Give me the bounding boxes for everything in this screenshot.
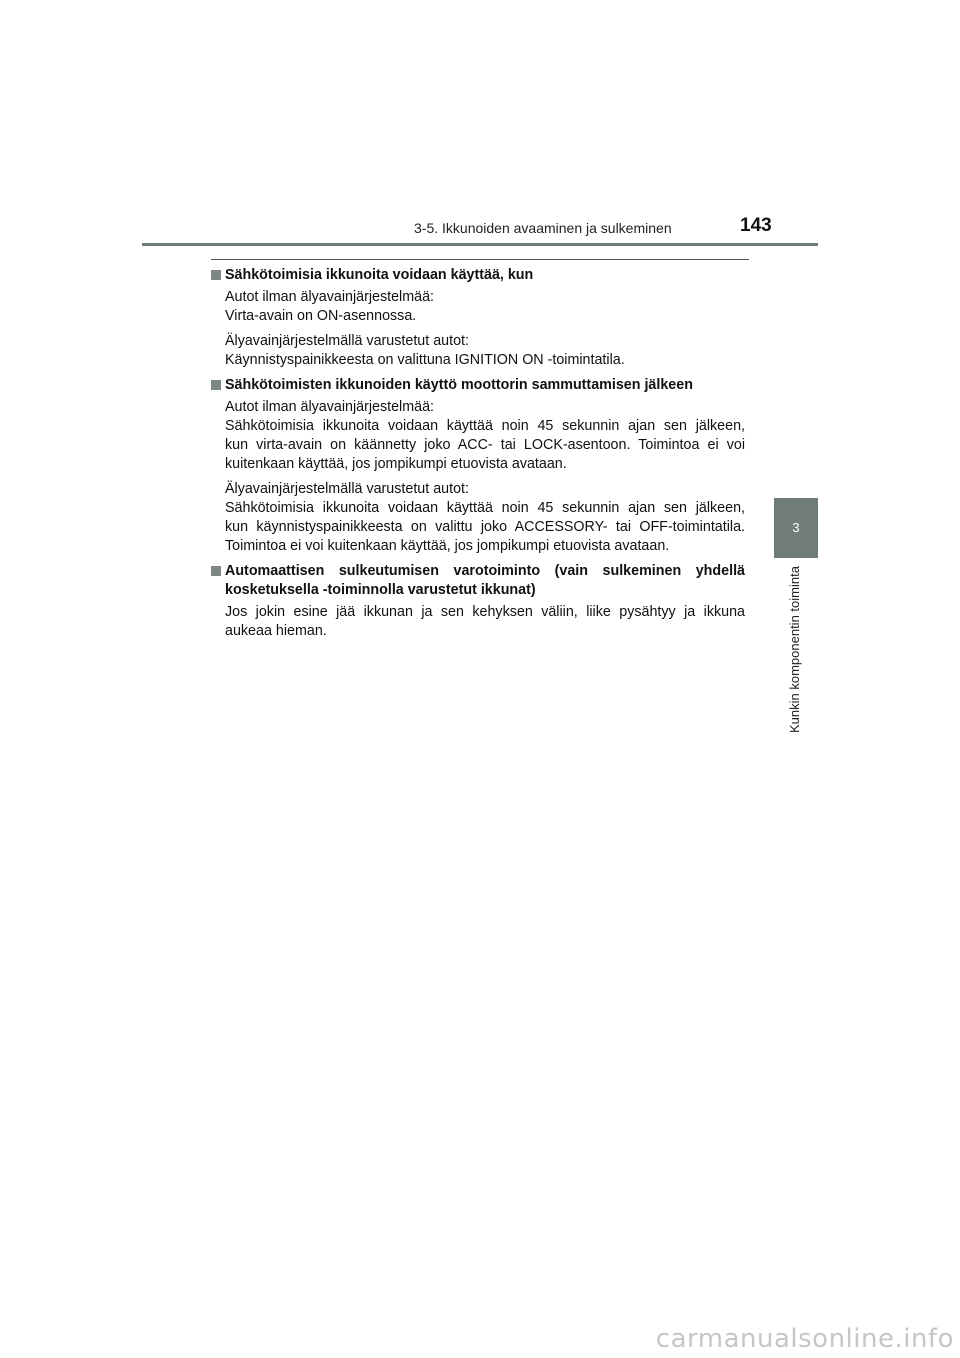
paragraph-line: kun virta-avain on käännetty joko ACC- tai LOCK-asentoon. Toimintoa ei voi (225, 437, 745, 453)
paragraph-line: Älyavainjärjestelmällä varustetut autot: (225, 481, 469, 497)
chapter-tab (774, 498, 818, 558)
section-title: 3-5. Ikkunoiden avaaminen ja sulkeminen (414, 220, 672, 236)
paragraph-line: aukeaa hieman. (225, 623, 327, 639)
paragraph-line: Autot ilman älyavainjärjestelmää: (225, 399, 434, 415)
entry-heading (211, 376, 745, 395)
paragraph-line: kun käynnistyspainikkeesta on valittu joko ACCESSORY- tai OFF-toimintatila. (225, 519, 745, 535)
paragraph-line: Toimintoa ei voi kuitenkaan käyttää, jos jompikumpi etuovista avataan. (225, 538, 670, 554)
entry-heading (211, 266, 745, 285)
entry-power-windows-operable (211, 266, 745, 370)
square-bullet-icon (211, 270, 221, 280)
square-bullet-icon (211, 566, 221, 576)
header-rule (142, 243, 818, 246)
paragraph-line: Virta-avain on ON-asennossa. (225, 308, 417, 324)
chapter-number: 3 (792, 520, 800, 535)
square-bullet-icon (211, 380, 221, 390)
entry-heading-text: Sähkötoimisia ikkunoita voidaan käyttää, kun (225, 267, 534, 283)
paragraph-line: Älyavainjärjestelmällä varustetut autot: (225, 333, 469, 349)
chapter-label-text: Kunkin komponentin toiminta (787, 566, 802, 733)
entry-jam-protection (211, 562, 745, 641)
paragraph (211, 480, 745, 556)
page-content (211, 266, 745, 647)
paragraph-line: Käynnistyspainikkeesta on valittuna IGNITION ON -toimintatila. (225, 352, 625, 368)
page-number: 143 (740, 215, 772, 236)
entry-heading (211, 562, 745, 600)
paragraph (211, 603, 745, 641)
paragraph-line: Autot ilman älyavainjärjestelmää: (225, 289, 434, 305)
entry-heading-text: Sähkötoimisten ikkunoiden käyttö moottorin sammuttamisen jälkeen (225, 377, 693, 393)
paragraph-line: kuitenkaan käyttää, jos jompikumpi etuovista avataan. (225, 456, 567, 472)
paragraph (211, 398, 745, 474)
paragraph-line: Sähkötoimisia ikkunoita voidaan käyttää noin 45 sekunnin ajan sen jälkeen, (225, 418, 745, 434)
watermark: carmanualsonline.info (655, 1324, 954, 1354)
chapter-label (787, 566, 807, 756)
paragraph (211, 332, 745, 370)
paragraph-line: Jos jokin esine jää ikkunan ja sen kehyksen väliin, liike pysähtyy ja ikkuna (225, 604, 745, 620)
entry-heading-text: Automaattisen sulkeutumisen varotoiminto (vain sulkeminen yhdellä kosketuksella -toiminnolla varustetut ikkunat) (225, 563, 745, 598)
content-divider (211, 259, 749, 260)
paragraph-line: Sähkötoimisia ikkunoita voidaan käyttää noin 45 sekunnin ajan sen jälkeen, (225, 500, 745, 516)
entry-after-engine-off (211, 376, 745, 556)
paragraph (211, 288, 745, 326)
page-header (0, 0, 960, 250)
